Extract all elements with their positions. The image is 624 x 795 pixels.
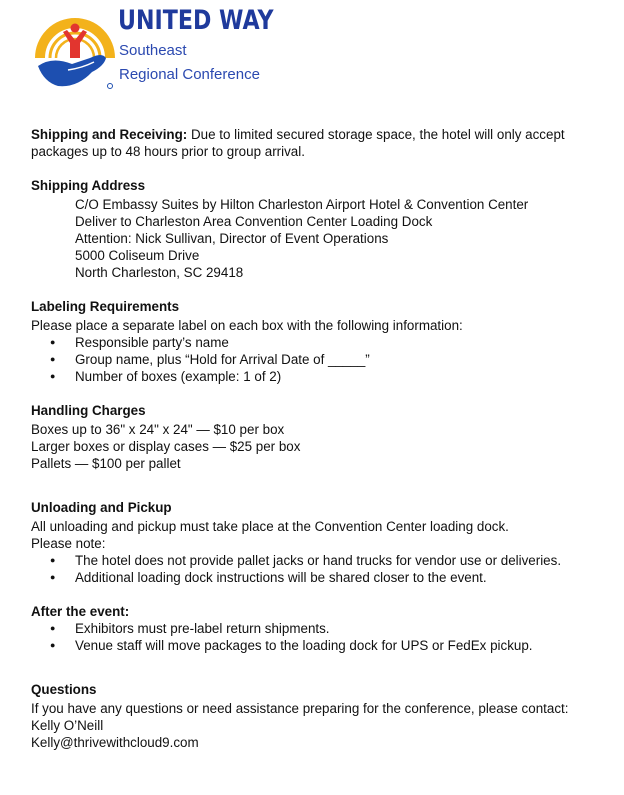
questions-heading: Questions <box>31 682 97 697</box>
address-line: Deliver to Charleston Area Convention Center Loading Dock <box>75 214 433 229</box>
contact-email[interactable]: Kelly@thrivewithcloud9.com <box>31 735 199 750</box>
unloading-heading: Unloading and Pickup <box>31 500 172 515</box>
list-item: ● Number of boxes (example: 1 of 2) <box>31 368 617 385</box>
brand-subtitle-conference: Regional Conference <box>119 66 260 83</box>
brand-title: UNITED WAY <box>118 5 274 36</box>
handling-line: Boxes up to 36" x 24" x 24" — $10 per box <box>31 422 285 437</box>
contact-name: Kelly O’Neill <box>31 718 104 733</box>
shipping-receiving-paragraph <box>31 126 617 160</box>
shipping-receiving-text: Due to limited secured storage space, the hotel will only accept packages up to 48 hours prior to group arrival. <box>31 127 565 159</box>
labeling-intro: Please place a separate label on each box with the following information: <box>31 318 463 333</box>
list-item: ● The hotel does not provide pallet jacks or hand trucks for vendor use or deliveries. <box>31 552 617 569</box>
after-event-list <box>31 620 617 654</box>
unloading-list <box>31 552 617 586</box>
document-body <box>31 126 617 751</box>
labeling-list <box>31 334 617 385</box>
list-item: ● Additional loading dock instructions will be shared closer to the event. <box>31 569 617 586</box>
address-line: 5000 Coliseum Drive <box>75 248 200 263</box>
shipping-address-heading: Shipping Address <box>31 178 146 193</box>
address-line: North Charleston, SC 29418 <box>75 265 244 280</box>
unloading-note: Please note: <box>31 536 106 551</box>
handling-heading: Handling Charges <box>31 403 146 418</box>
handling-line: Larger boxes or display cases — $25 per box <box>31 439 301 454</box>
handling-line: Pallets — $100 per pallet <box>31 456 181 471</box>
after-event-heading: After the event: <box>31 604 130 619</box>
shipping-receiving-label: Shipping and Receiving: <box>31 127 188 142</box>
unloading-intro: All unloading and pickup must take place at the Convention Center loading dock. <box>31 519 509 534</box>
united-way-logo-icon <box>32 6 118 92</box>
shipping-address-block <box>31 196 617 281</box>
questions-intro: If you have any questions or need assistance preparing for the conference, please contact: <box>31 701 569 716</box>
list-item: ● Exhibitors must pre-label return shipments. <box>31 620 617 637</box>
list-item: ● Group name, plus “Hold for Arrival Date of _____” <box>31 351 617 368</box>
address-line: C/O Embassy Suites by Hilton Charleston Airport Hotel & Convention Center <box>75 197 529 212</box>
address-line: Attention: Nick Sullivan, Director of Event Operations <box>75 231 389 246</box>
list-item: ● Venue staff will move packages to the loading dock for UPS or FedEx pickup. <box>31 637 617 654</box>
labeling-heading: Labeling Requirements <box>31 299 180 314</box>
list-item: ● Responsible party’s name <box>31 334 617 351</box>
brand-subtitle-region: Southeast <box>119 42 187 59</box>
